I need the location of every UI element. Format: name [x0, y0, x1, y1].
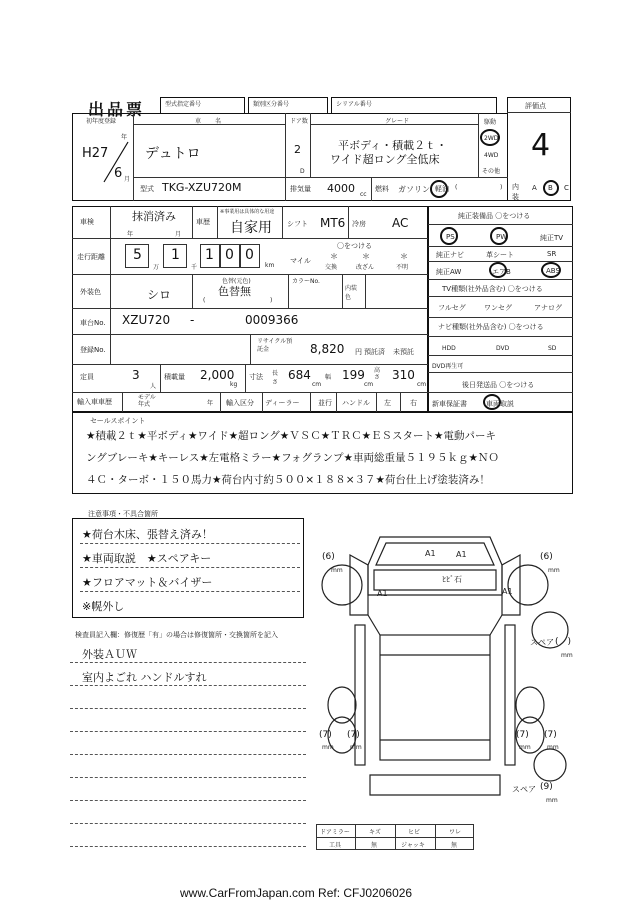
later-manual-circle	[483, 394, 501, 410]
mileage-note: 〇をつける	[337, 242, 372, 250]
damage-mark-stone: ﾋﾋﾞ石	[442, 575, 462, 584]
height-value: 310	[392, 368, 415, 382]
inspector-line-2: 室内よごれ ハンドルすれ	[82, 671, 207, 684]
equip-sr: SR	[547, 250, 557, 258]
note-line-3: ★フロアマット＆バイザー	[82, 576, 213, 589]
seats-value: 3	[132, 368, 140, 382]
shift-label: シフト	[287, 220, 308, 228]
tire-rear-right-inner: (7)	[516, 730, 529, 740]
inspector-label: 検査員記入欄：修復歴「有」の場合は修復箇所・交換箇所を記入	[75, 631, 278, 639]
recycle-not-deposited: 未預託	[393, 348, 414, 356]
notes-label: 注意事項・不具合箇所	[88, 510, 158, 518]
interior-c: C	[564, 184, 569, 192]
equip-navi: 純正ナビ	[436, 251, 464, 259]
model-year-label: モデル年式	[138, 394, 156, 408]
equip-airbag-circle	[489, 262, 507, 278]
interior-label: 内装	[512, 183, 519, 201]
later-manual: 車両取説	[486, 400, 514, 408]
model-cert-label: 型式指定番号	[165, 101, 202, 108]
displacement-value: 4000	[327, 182, 355, 195]
tire-front-left: (6)	[322, 552, 335, 562]
drive-2wd-circle	[480, 129, 500, 146]
equip-title: 純正装備品 〇をつける	[458, 212, 531, 220]
equip-ps-circle	[440, 227, 458, 245]
interior-color-label: 内装色	[345, 285, 358, 301]
equip-airbag: エアB	[492, 268, 511, 276]
equip-tv: 純正TV	[540, 234, 564, 242]
sales-line-2: ングブレーキ★キーレス★左電格ミラー★フォグランプ★車両総重量５１９５ｋｇ★ＮＯ	[86, 452, 499, 464]
truck-diagram	[310, 525, 572, 815]
drive-other: その他	[482, 168, 501, 175]
serial-label: シリアル番号	[336, 101, 372, 108]
spare-label-1: スペア	[530, 638, 554, 647]
drive-label: 駆動	[484, 119, 497, 126]
tire-spare: (9)	[540, 782, 553, 792]
sales-line-1: ★積載２ｔ★平ボディ★ワイド★超ロング★ＶＳＣ★ＴＲＣ★ＥＳスタート★電動パーキ	[86, 430, 496, 442]
mileage-label: 走行距離	[77, 253, 105, 261]
inspection-label: 車検	[80, 218, 94, 226]
length-label: 長さ	[272, 370, 279, 386]
car-name-label: 車名	[195, 118, 236, 125]
import-label: 輸入車車歴	[77, 398, 112, 406]
score-value: 4	[531, 128, 551, 163]
nav-sd: SD	[548, 345, 557, 352]
damage-mark-1: A1	[425, 549, 436, 558]
grade-label: グレード	[385, 118, 410, 125]
width-label: 幅	[325, 374, 332, 381]
handle-left: 左	[384, 399, 391, 407]
form-title: 出品票	[88, 100, 146, 119]
grade-line2: ワイド超ロング全低床	[330, 153, 440, 166]
height-label: 高さ	[374, 367, 381, 381]
mileage-opt-unknown: 不明	[396, 264, 409, 271]
seats-label: 定員	[80, 373, 94, 381]
note-line-2: ★車両取説 ★スペアキー	[82, 552, 212, 565]
note-line-1: ★荷台木床、張替え済み！	[82, 528, 213, 541]
equip-pw-circle	[490, 227, 508, 245]
drive-4wd: 4WD	[484, 152, 499, 159]
doors-label: ドア数	[290, 118, 308, 125]
later-warranty: 新車保証書	[432, 400, 467, 408]
equip-leather: 革シート	[486, 251, 514, 259]
chassis-label: 車台No.	[80, 319, 106, 327]
tv-oneseg: ワンセグ	[484, 304, 512, 312]
interior-b-circle	[543, 180, 559, 196]
tv-title: TV種類(社外品含む) 〇をつける	[442, 285, 543, 293]
tire-rear-right-outer: (7)	[544, 730, 557, 740]
interior-a: A	[532, 184, 537, 192]
spare-label-2: スペア	[512, 785, 536, 794]
first-reg-month: 6	[114, 166, 123, 181]
footer-watermark: www.CarFromJapan.com Ref: CFJ0206026	[180, 886, 413, 900]
car-name: デュトロ	[145, 146, 201, 162]
color-code-label: カラーNo.	[292, 278, 320, 285]
damage-mark-4: A1	[456, 550, 467, 559]
equip-abs: ABS	[546, 267, 560, 275]
sales-points-label: セールスポイント	[90, 417, 146, 425]
fuel-label: 燃料	[375, 185, 389, 193]
inspector-line-1: 外装ＡＵＷ	[82, 648, 137, 661]
ac-value: AC	[392, 216, 409, 230]
chassis-number: 0009366	[245, 313, 299, 327]
exterior-label: 外装色	[80, 288, 101, 296]
inspection-value: 抹消済み	[132, 210, 176, 223]
tire-front-right: (6)	[540, 552, 553, 562]
equip-aw: 純正AW	[436, 268, 462, 276]
load-value: 2,000	[200, 368, 235, 382]
color-change-label: 色替(元色)	[222, 278, 251, 285]
ac-label: 冷房	[352, 220, 366, 228]
recycle-value: 8,820	[310, 342, 345, 356]
damage-mark-2: A1	[377, 589, 388, 598]
doors-value: 2	[294, 143, 301, 156]
length-value: 684	[288, 368, 311, 382]
nav-hdd: HDD	[442, 345, 456, 352]
equip-pw: PW	[496, 233, 508, 241]
dims-label: 寸法	[249, 373, 263, 381]
model-value: TKG-XZU720M	[162, 181, 242, 194]
damage-mark-3: A1	[502, 587, 513, 596]
recycle-deposited: 預託済	[364, 348, 385, 356]
import-type-label: 輸入区分	[226, 399, 254, 407]
recycle-label: リサイクル預託金	[257, 338, 293, 353]
chassis-prefix: XZU720	[122, 313, 171, 327]
interior-b: B	[548, 184, 553, 192]
drive-2wd: 2WD	[484, 135, 499, 142]
equip-abs-circle	[541, 262, 561, 278]
grade-line1: 平ボディ・積載２ｔ・	[338, 139, 448, 152]
later-docs-title: 後日発送品 〇をつける	[462, 381, 535, 389]
handle-right: 右	[410, 399, 417, 407]
tire-rear-left-outer: (7)	[319, 730, 332, 740]
exterior-value: シロ	[147, 288, 172, 302]
usage-value: 自家用	[230, 220, 272, 236]
tire-rear-left-inner: (7)	[347, 730, 360, 740]
first-reg-year: H27	[82, 146, 109, 161]
mileage-opt-exchange: 交換	[325, 264, 338, 271]
displacement-label: 排気量	[290, 185, 311, 193]
shift-value: MT6	[320, 216, 346, 230]
score-label: 評価点	[525, 102, 546, 110]
width-value: 199	[342, 368, 365, 382]
model-label: 型式	[140, 185, 154, 193]
category-label: 類別区分番号	[253, 101, 290, 108]
nav-title: ナビ種類(社外品含む) 〇をつける	[438, 323, 544, 331]
note-line-4: ※幌外し	[82, 600, 125, 613]
dvd-playback: DVD再生可	[432, 363, 464, 370]
sales-line-3: ４Ｃ・ターボ・１５０馬力★荷台内寸約５００×１８８×３７★荷台仕上げ塗装済み！	[86, 474, 490, 486]
color-change-value: 色替無	[218, 285, 251, 298]
import-parallel: 並行	[318, 399, 332, 407]
usage-label: 車歴	[196, 218, 210, 226]
load-label: 積載量	[164, 373, 185, 381]
registration-label: 登録No.	[80, 346, 106, 354]
usage-note: ※事業用は具体的な用途	[220, 209, 275, 215]
handle-label: ハンドル	[342, 399, 370, 407]
tv-fullseg: フルセグ	[438, 304, 466, 312]
mile-label: マイル	[290, 257, 311, 265]
fuel-gasoline: ガソリン	[398, 185, 430, 194]
equip-ps: PS	[446, 233, 455, 241]
fuel-diesel-circle	[430, 180, 448, 198]
first-reg-label: 初年度登録	[86, 118, 117, 125]
fuel-diesel: 軽油	[435, 185, 449, 193]
tv-analog: アナログ	[534, 304, 562, 312]
import-dealer: ディーラー	[265, 399, 300, 407]
nav-dvd: DVD	[496, 345, 510, 352]
mileage-opt-tampered: 改ざん	[356, 264, 375, 271]
